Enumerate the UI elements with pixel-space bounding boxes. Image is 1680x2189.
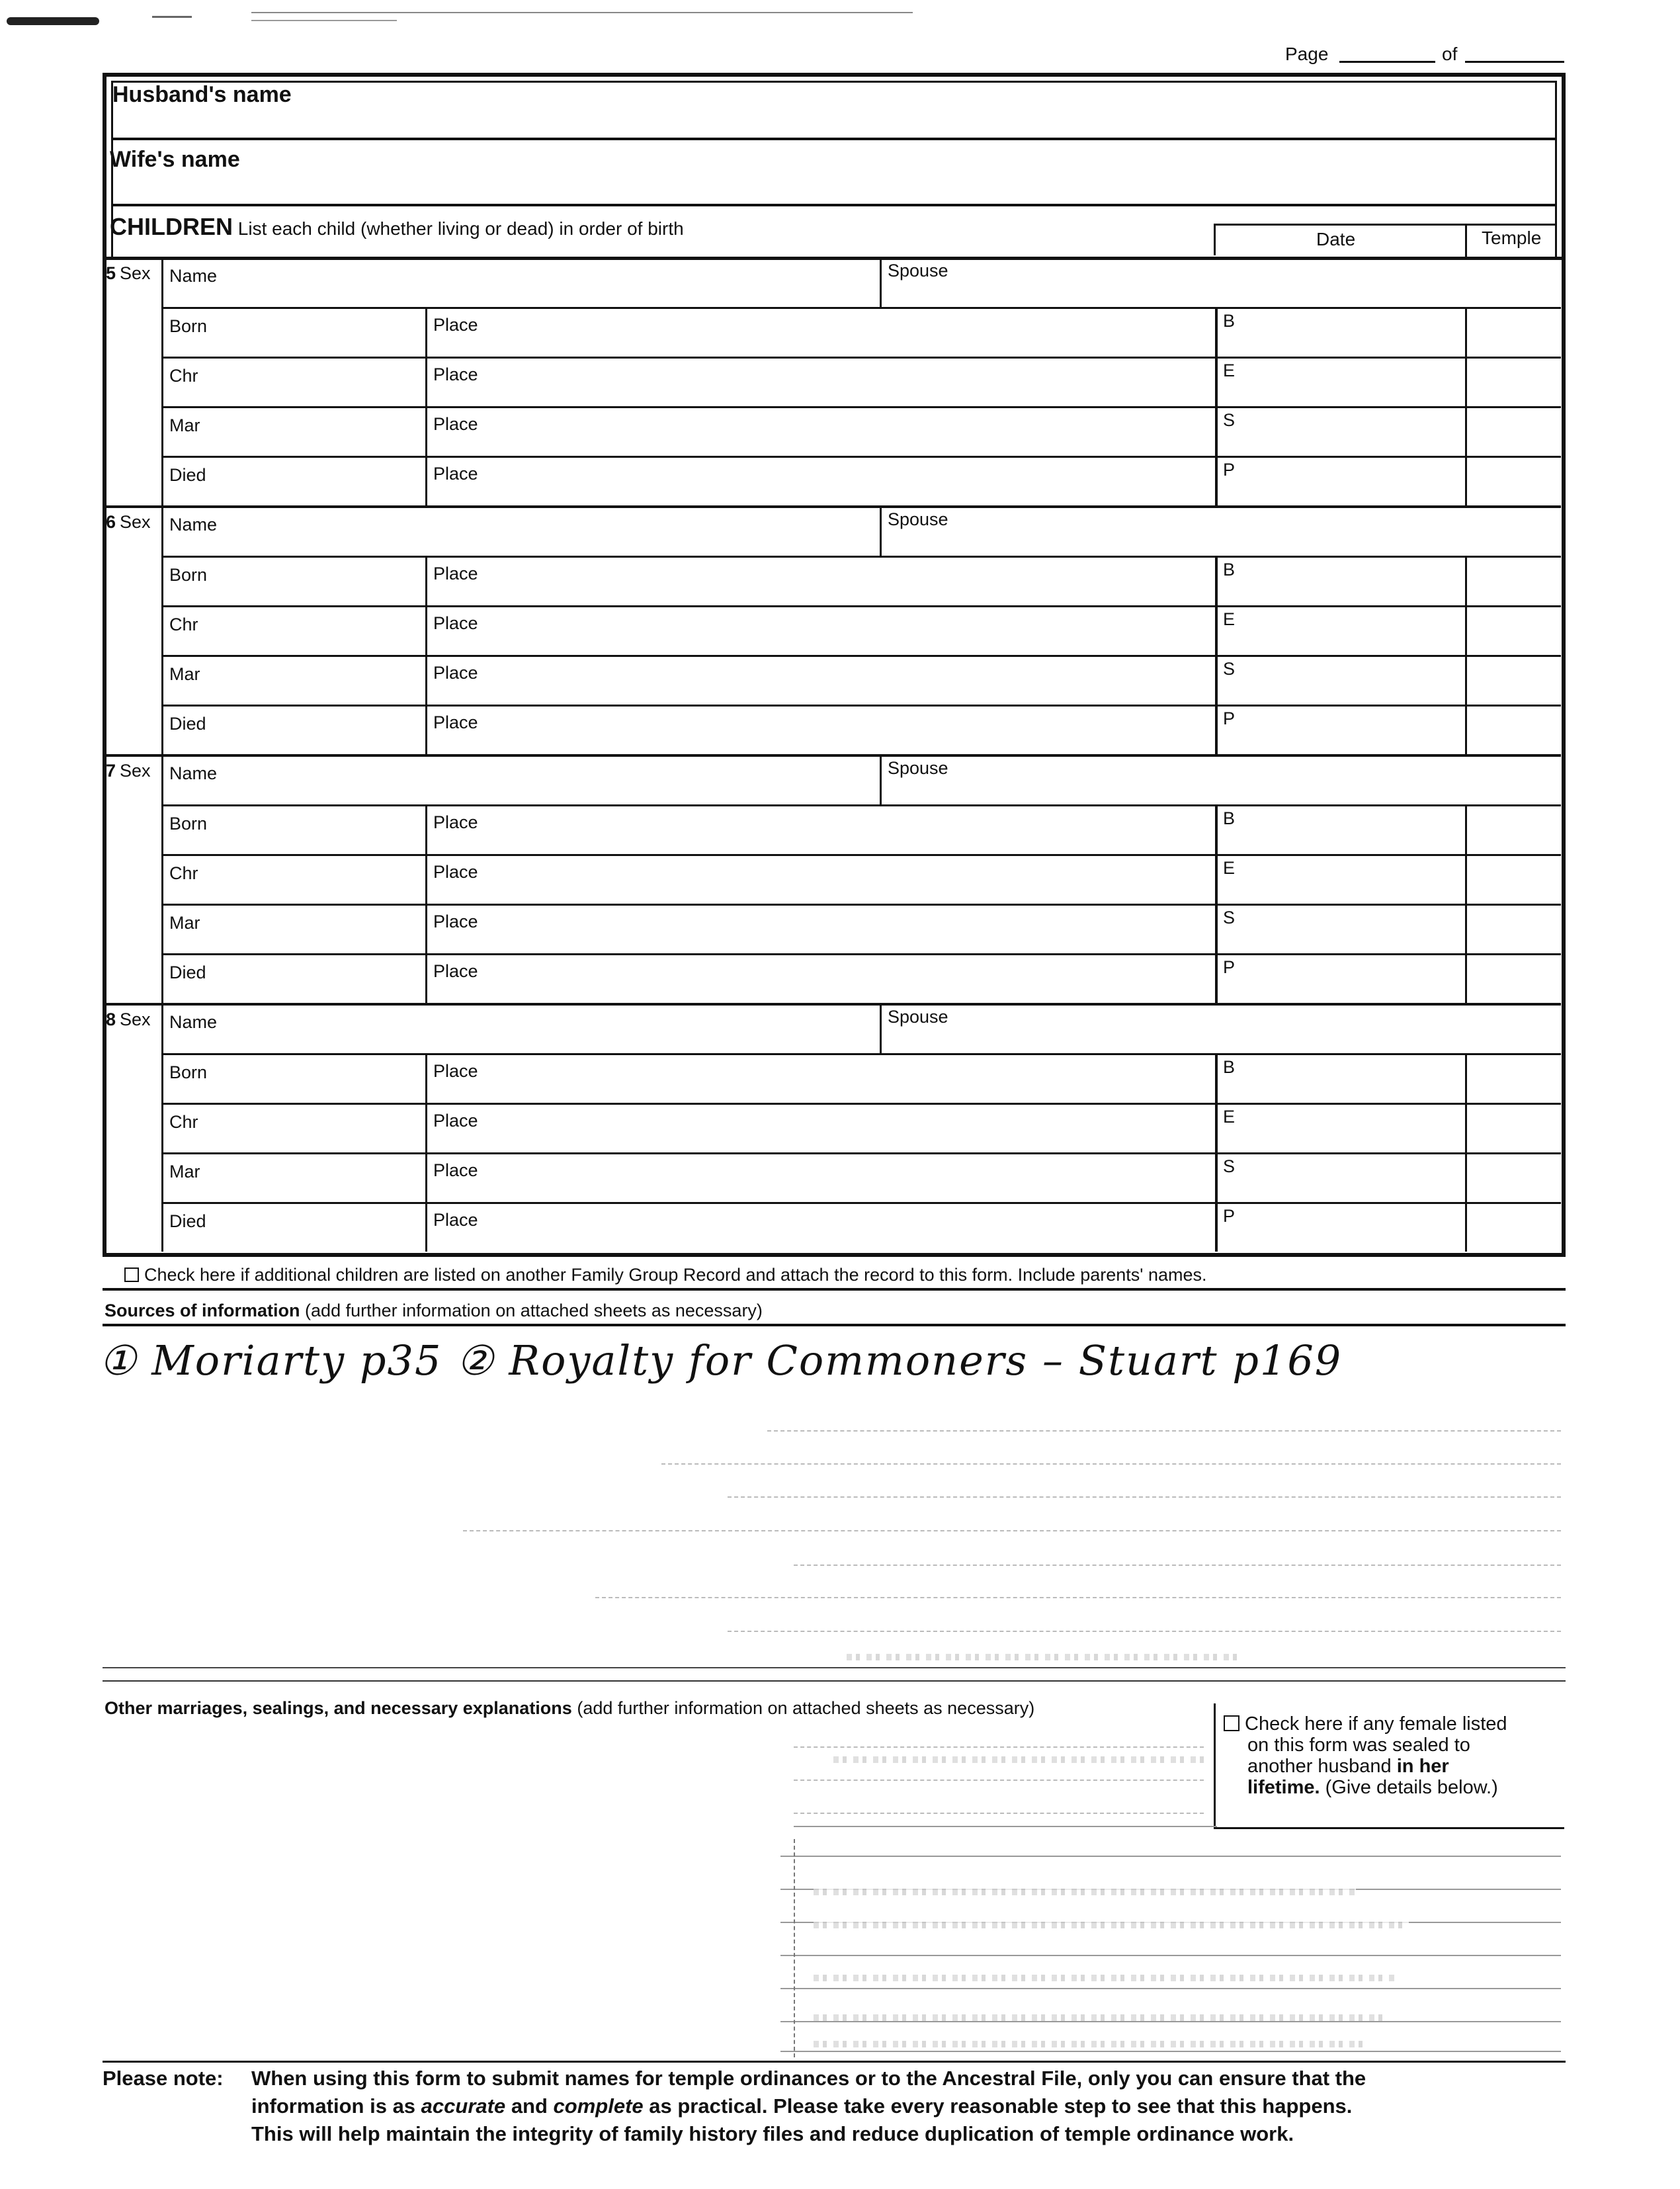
- divider: [425, 406, 427, 456]
- ordinance-temple-field[interactable]: [1469, 807, 1557, 851]
- ruled-line: [728, 1631, 1561, 1632]
- ordinance-letter: S: [1223, 1156, 1236, 1176]
- ordinance-letter: B: [1223, 808, 1236, 828]
- divider: [425, 655, 427, 705]
- event-date-field-chr[interactable]: [221, 359, 419, 404]
- ordinance-date-field[interactable]: [1241, 1056, 1458, 1100]
- scan-smudge: [814, 1889, 1356, 1895]
- place-label: Place: [433, 912, 478, 931]
- spouse-name-field[interactable]: [972, 508, 1554, 553]
- other-marriages-field[interactable]: [105, 1723, 1209, 2014]
- place-label: Place: [433, 812, 478, 832]
- event-place-field-chr[interactable]: [491, 608, 1208, 652]
- divider: [880, 505, 882, 556]
- of-label: of: [1442, 44, 1458, 64]
- divider: [1465, 1103, 1467, 1152]
- divider: [425, 1053, 427, 1103]
- additional-children-row: [124, 1265, 1207, 1285]
- sex-label: Sex: [120, 263, 151, 283]
- spouse-name-field[interactable]: [972, 757, 1554, 802]
- ordinance-temple-field[interactable]: [1469, 956, 1557, 1000]
- ordinance-temple-field[interactable]: [1469, 608, 1557, 652]
- place-label: Place: [433, 862, 478, 882]
- divider: [425, 953, 427, 1003]
- spouse-name-field[interactable]: [972, 259, 1554, 304]
- sex-label: Sex: [120, 761, 151, 781]
- event-place-field-died[interactable]: [491, 458, 1208, 503]
- event-date-field-died[interactable]: [221, 956, 419, 1000]
- divider: [162, 854, 1561, 856]
- divider: [162, 406, 1561, 408]
- page-label: Page: [1285, 44, 1329, 64]
- page-number-field[interactable]: [1339, 61, 1435, 63]
- event-place-field-chr[interactable]: [491, 857, 1208, 901]
- divider: [1465, 655, 1467, 705]
- child-name-label: Name: [169, 266, 218, 286]
- divider: [162, 953, 1561, 955]
- child-name-field[interactable]: [241, 1006, 873, 1051]
- divider: [162, 1152, 1561, 1154]
- place-label: Place: [433, 414, 478, 434]
- event-date-field-mar[interactable]: [221, 906, 419, 951]
- place-label: Place: [433, 1210, 478, 1230]
- divider: [162, 655, 1561, 657]
- sources-handwritten-entry: ① Moriarty p35 ② Royalty for Commoners – Stuart p169: [99, 1336, 1343, 1385]
- divider: [161, 257, 163, 505]
- ruled-line: [794, 1746, 1204, 1748]
- sealed-female-checkbox[interactable]: [1224, 1715, 1239, 1731]
- divider: [162, 605, 1561, 607]
- event-date-field-born[interactable]: [221, 807, 419, 851]
- divider: [103, 1288, 1566, 1291]
- ruled-line: [767, 1430, 1561, 1432]
- event-label-died: Died: [169, 1211, 206, 1231]
- children-heading: [110, 213, 684, 241]
- ordinance-letter: S: [1223, 410, 1236, 430]
- divider: [1465, 953, 1467, 1003]
- ordinance-letter: P: [1223, 957, 1236, 977]
- event-date-field-chr[interactable]: [221, 1105, 419, 1150]
- ordinance-letter: E: [1223, 858, 1236, 878]
- ruled-line: [780, 1988, 1561, 1989]
- divider: [1215, 307, 1218, 357]
- divider: [1215, 854, 1218, 904]
- divider: [1215, 655, 1218, 705]
- child-name-field[interactable]: [241, 757, 873, 802]
- child-name-label: Name: [169, 1012, 218, 1032]
- event-place-field-mar[interactable]: [491, 409, 1208, 453]
- divider: [880, 754, 882, 804]
- other-marriages-heading: [105, 1698, 1034, 1719]
- additional-children-text: Check here if additional children are listed on another Family Group Record and attach the record to this form. Include parents' names.: [144, 1265, 1207, 1285]
- event-label-chr: Chr: [169, 863, 198, 883]
- event-place-field-born[interactable]: [491, 558, 1208, 603]
- divider: [103, 1667, 1566, 1668]
- divider: [425, 854, 427, 904]
- ordinance-date-field[interactable]: [1241, 458, 1458, 503]
- child-sex-field[interactable]: [106, 508, 160, 553]
- divider: [162, 1202, 1561, 1204]
- place-label: Place: [433, 961, 478, 981]
- event-label-born: Born: [169, 1062, 208, 1082]
- event-date-field-born[interactable]: [221, 558, 419, 603]
- child-name-label: Name: [169, 515, 218, 535]
- place-label: Place: [433, 1160, 478, 1180]
- divider: [161, 556, 1561, 558]
- scan-smudge: [814, 1922, 1409, 1928]
- ordinance-date-field[interactable]: [1241, 906, 1458, 951]
- divider: [425, 556, 427, 605]
- place-label: Place: [433, 712, 478, 732]
- scan-mark: [152, 16, 192, 18]
- divider: [1465, 406, 1467, 456]
- divider: [1215, 556, 1218, 605]
- husband-name-field[interactable]: [344, 79, 1548, 132]
- sex-label: Sex: [120, 512, 151, 532]
- place-label: Place: [433, 464, 478, 484]
- ruled-line: [780, 1955, 1561, 1956]
- child-sex-field[interactable]: [106, 259, 160, 304]
- ordinance-letter: P: [1223, 708, 1236, 728]
- event-label-died: Died: [169, 963, 206, 982]
- divider: [161, 1003, 163, 1252]
- sources-label: Sources of information: [105, 1301, 300, 1320]
- place-label: Place: [433, 663, 478, 683]
- divider: [425, 357, 427, 406]
- ordinance-date-field[interactable]: [1241, 658, 1458, 702]
- child-sex-field[interactable]: [106, 757, 160, 802]
- divider: [1465, 854, 1467, 904]
- scan-smudge: [847, 1654, 1243, 1660]
- divider: [880, 1003, 882, 1053]
- event-label-chr: Chr: [169, 366, 198, 386]
- scan-mark: [251, 20, 397, 21]
- page-total-field[interactable]: [1465, 61, 1564, 63]
- child-name-field[interactable]: [241, 508, 873, 553]
- divider: [103, 2061, 1566, 2063]
- divider: [111, 138, 1557, 140]
- divider: [161, 804, 1561, 806]
- scan-smudge: [814, 2041, 1369, 2047]
- footer-line-1: When using this form to submit names for temple ordinances or to the Ancestral File, only you can ensure that the: [251, 2067, 1366, 2090]
- scan-smudge: [814, 1975, 1396, 1981]
- temple-column-header: Temple: [1482, 228, 1542, 248]
- child-sex-field[interactable]: [106, 1006, 160, 1051]
- child-number: 5: [106, 263, 116, 283]
- event-date-field-mar[interactable]: [221, 658, 419, 702]
- divider: [161, 1053, 1561, 1055]
- ruled-line: [794, 1813, 1204, 1814]
- divider: [425, 1103, 427, 1152]
- divider: [1215, 1103, 1218, 1152]
- scan-smudge: [814, 2014, 1382, 2021]
- ordinance-temple-field[interactable]: [1469, 906, 1557, 951]
- event-place-field-died[interactable]: [491, 1205, 1208, 1249]
- divider: [425, 605, 427, 655]
- divider: [162, 357, 1561, 359]
- event-place-field-born[interactable]: [491, 807, 1208, 851]
- children-subtitle: List each child (whether living or dead) in order of birth: [237, 218, 684, 239]
- ordinance-temple-field[interactable]: [1469, 707, 1557, 751]
- ordinance-temple-field[interactable]: [1469, 359, 1557, 404]
- ruled-line: [780, 2021, 1561, 2022]
- sources-heading: [105, 1301, 763, 1321]
- ruled-line: [661, 1463, 1561, 1465]
- sources-note: (add further information on attached sheets as necessary): [305, 1301, 763, 1320]
- spouse-label: Spouse: [888, 261, 948, 280]
- event-label-born: Born: [169, 565, 208, 585]
- event-place-field-chr[interactable]: [491, 1105, 1208, 1150]
- event-date-field-died[interactable]: [221, 1205, 419, 1249]
- ordinance-date-field[interactable]: [1241, 409, 1458, 453]
- spouse-label: Spouse: [888, 1007, 948, 1027]
- divider: [425, 804, 427, 854]
- ordinance-temple-field[interactable]: [1469, 1205, 1557, 1249]
- ruled-line: [780, 2051, 1561, 2052]
- divider: [162, 1103, 1561, 1105]
- other-marriages-note: (add further information on attached sheets as necessary): [577, 1698, 1035, 1718]
- spouse-label: Spouse: [888, 509, 948, 529]
- divider: [1215, 456, 1218, 505]
- ordinance-letter: E: [1223, 609, 1236, 629]
- ordinance-temple-field[interactable]: [1469, 458, 1557, 503]
- ruled-line: [463, 1530, 1561, 1531]
- event-label-born: Born: [169, 316, 208, 336]
- additional-children-checkbox[interactable]: [124, 1267, 139, 1282]
- ordinance-letter: B: [1223, 560, 1236, 579]
- divider: [425, 705, 427, 754]
- place-label: Place: [433, 1061, 478, 1081]
- ordinance-date-field[interactable]: [1241, 707, 1458, 751]
- sealed-female-text: Check here if any female listed on this form was sealed to another husband in her lifetime. (Give details below.): [1224, 1713, 1554, 1798]
- ruled-line: [780, 1856, 1561, 1857]
- event-label-mar: Mar: [169, 913, 200, 933]
- event-date-field-mar[interactable]: [221, 409, 419, 453]
- place-label: Place: [433, 365, 478, 384]
- divider: [425, 307, 427, 357]
- ordinance-letter: P: [1223, 1206, 1236, 1226]
- divider: [1215, 1152, 1218, 1202]
- sources-field[interactable]: [105, 1326, 1564, 1684]
- place-label: Place: [433, 613, 478, 633]
- event-date-field-born[interactable]: [221, 310, 419, 354]
- date-column-header: Date: [1316, 229, 1356, 249]
- divider: [1465, 1202, 1467, 1252]
- ordinance-letter: B: [1223, 311, 1236, 331]
- event-label-died: Died: [169, 465, 206, 485]
- ordinance-temple-field[interactable]: [1469, 1155, 1557, 1199]
- divider: [1465, 556, 1467, 605]
- event-date-field-mar[interactable]: [221, 1155, 419, 1199]
- ordinance-temple-field[interactable]: [1469, 1105, 1557, 1150]
- ordinance-letter: S: [1223, 659, 1236, 679]
- divider: [1465, 1152, 1467, 1202]
- wife-name-field[interactable]: [317, 142, 1548, 194]
- divider: [162, 904, 1561, 906]
- please-note-label: Please note:: [103, 2067, 224, 2090]
- ordinance-letter: B: [1223, 1057, 1236, 1077]
- divider: [161, 754, 163, 1003]
- ruled-line: [794, 1826, 1217, 1827]
- spouse-label: Spouse: [888, 758, 948, 778]
- child-number: 8: [106, 1009, 116, 1029]
- ordinance-date-field[interactable]: [1241, 857, 1458, 901]
- ruled-line: [794, 1780, 1204, 1781]
- event-date-field-born[interactable]: [221, 1056, 419, 1100]
- ordinance-date-field[interactable]: [1241, 1205, 1458, 1249]
- ruled-line: [794, 1565, 1561, 1566]
- event-label-chr: Chr: [169, 1112, 198, 1132]
- ordinance-date-field[interactable]: [1241, 608, 1458, 652]
- divider: [162, 705, 1561, 707]
- ordinance-date-field[interactable]: [1241, 558, 1458, 603]
- divider: [1215, 705, 1218, 754]
- ordinance-letter: E: [1223, 1107, 1236, 1127]
- event-label-mar: Mar: [169, 1162, 200, 1181]
- divider: [103, 1680, 1566, 1682]
- event-label-chr: Chr: [169, 615, 198, 634]
- children-title: CHILDREN: [110, 213, 233, 240]
- divider: [1215, 1053, 1218, 1103]
- place-label: Place: [433, 315, 478, 335]
- event-date-field-chr[interactable]: [221, 608, 419, 652]
- divider: [425, 1152, 427, 1202]
- child-number: 7: [106, 761, 116, 781]
- divider: [1215, 1202, 1218, 1252]
- event-label-mar: Mar: [169, 415, 200, 435]
- event-date-field-died[interactable]: [221, 458, 419, 503]
- ordinance-date-field[interactable]: [1241, 1105, 1458, 1150]
- ordinance-temple-field[interactable]: [1469, 409, 1557, 453]
- event-place-field-mar[interactable]: [491, 1155, 1208, 1199]
- ordinance-temple-field[interactable]: [1469, 857, 1557, 901]
- footer-line-3: This will help maintain the integrity of family history files and reduce duplication of temple ordinance work.: [251, 2122, 1294, 2145]
- ordinance-temple-field[interactable]: [1469, 1056, 1557, 1100]
- scan-mark: [794, 1839, 795, 2057]
- divider: [1215, 605, 1218, 655]
- child-number: 6: [106, 512, 116, 532]
- event-label-died: Died: [169, 714, 206, 734]
- ordinance-letter: P: [1223, 460, 1236, 480]
- event-place-field-mar[interactable]: [491, 658, 1208, 702]
- divider: [1215, 953, 1218, 1003]
- ordinance-date-field[interactable]: [1241, 807, 1458, 851]
- divider: [1215, 357, 1218, 406]
- event-place-field-died[interactable]: [491, 707, 1208, 751]
- event-date-field-chr[interactable]: [221, 857, 419, 901]
- scan-smudge: [833, 1756, 1204, 1763]
- divider: [1465, 705, 1467, 754]
- divider: [425, 1202, 427, 1252]
- husband-name-label: Husband's name: [112, 82, 292, 107]
- event-place-field-born[interactable]: [491, 1056, 1208, 1100]
- divider: [1465, 904, 1467, 953]
- sex-label: Sex: [120, 1009, 151, 1029]
- event-label-born: Born: [169, 814, 208, 834]
- event-place-field-born[interactable]: [491, 310, 1208, 354]
- place-label: Place: [433, 564, 478, 583]
- divider: [1465, 357, 1467, 406]
- child-name-field[interactable]: [241, 259, 873, 304]
- other-marriages-label: Other marriages, sealings, and necessary explanations: [105, 1698, 572, 1718]
- ordinance-date-field[interactable]: [1241, 359, 1458, 404]
- ordinance-date-field[interactable]: [1241, 956, 1458, 1000]
- ordinance-date-field[interactable]: [1241, 310, 1458, 354]
- divider: [1215, 804, 1218, 854]
- wife-name-label: Wife's name: [110, 147, 240, 172]
- divider: [161, 505, 163, 754]
- divider: [111, 204, 1557, 206]
- ordinance-letter: S: [1223, 908, 1236, 927]
- ordinance-date-field[interactable]: [1241, 1155, 1458, 1199]
- place-label: Place: [433, 1111, 478, 1131]
- divider: [425, 904, 427, 953]
- ordinance-temple-field[interactable]: [1469, 310, 1557, 354]
- divider: [1465, 307, 1467, 357]
- divider: [161, 307, 1561, 309]
- event-date-field-died[interactable]: [221, 707, 419, 751]
- event-place-field-died[interactable]: [491, 956, 1208, 1000]
- ordinance-temple-field[interactable]: [1469, 658, 1557, 702]
- event-label-mar: Mar: [169, 664, 200, 684]
- divider: [1215, 904, 1218, 953]
- divider: [1465, 224, 1467, 257]
- ordinance-letter: E: [1223, 361, 1236, 380]
- event-place-field-mar[interactable]: [491, 906, 1208, 951]
- ruled-line: [595, 1597, 1561, 1598]
- event-place-field-chr[interactable]: [491, 359, 1208, 404]
- divider: [880, 257, 882, 307]
- ruled-line: [728, 1496, 1561, 1498]
- child-name-label: Name: [169, 763, 218, 783]
- divider: [1465, 605, 1467, 655]
- divider: [1465, 456, 1467, 505]
- footer-line-2: information is as accurate and complete as practical. Please take every reasonable step to see that this happens.: [251, 2094, 1353, 2118]
- ordinance-temple-field[interactable]: [1469, 558, 1557, 603]
- divider: [1465, 1053, 1467, 1103]
- spouse-name-field[interactable]: [972, 1006, 1554, 1051]
- divider: [1465, 804, 1467, 854]
- divider: [1215, 406, 1218, 456]
- divider: [425, 456, 427, 505]
- scan-mark: [7, 17, 99, 25]
- scan-mark: [251, 12, 913, 13]
- divider: [162, 456, 1561, 458]
